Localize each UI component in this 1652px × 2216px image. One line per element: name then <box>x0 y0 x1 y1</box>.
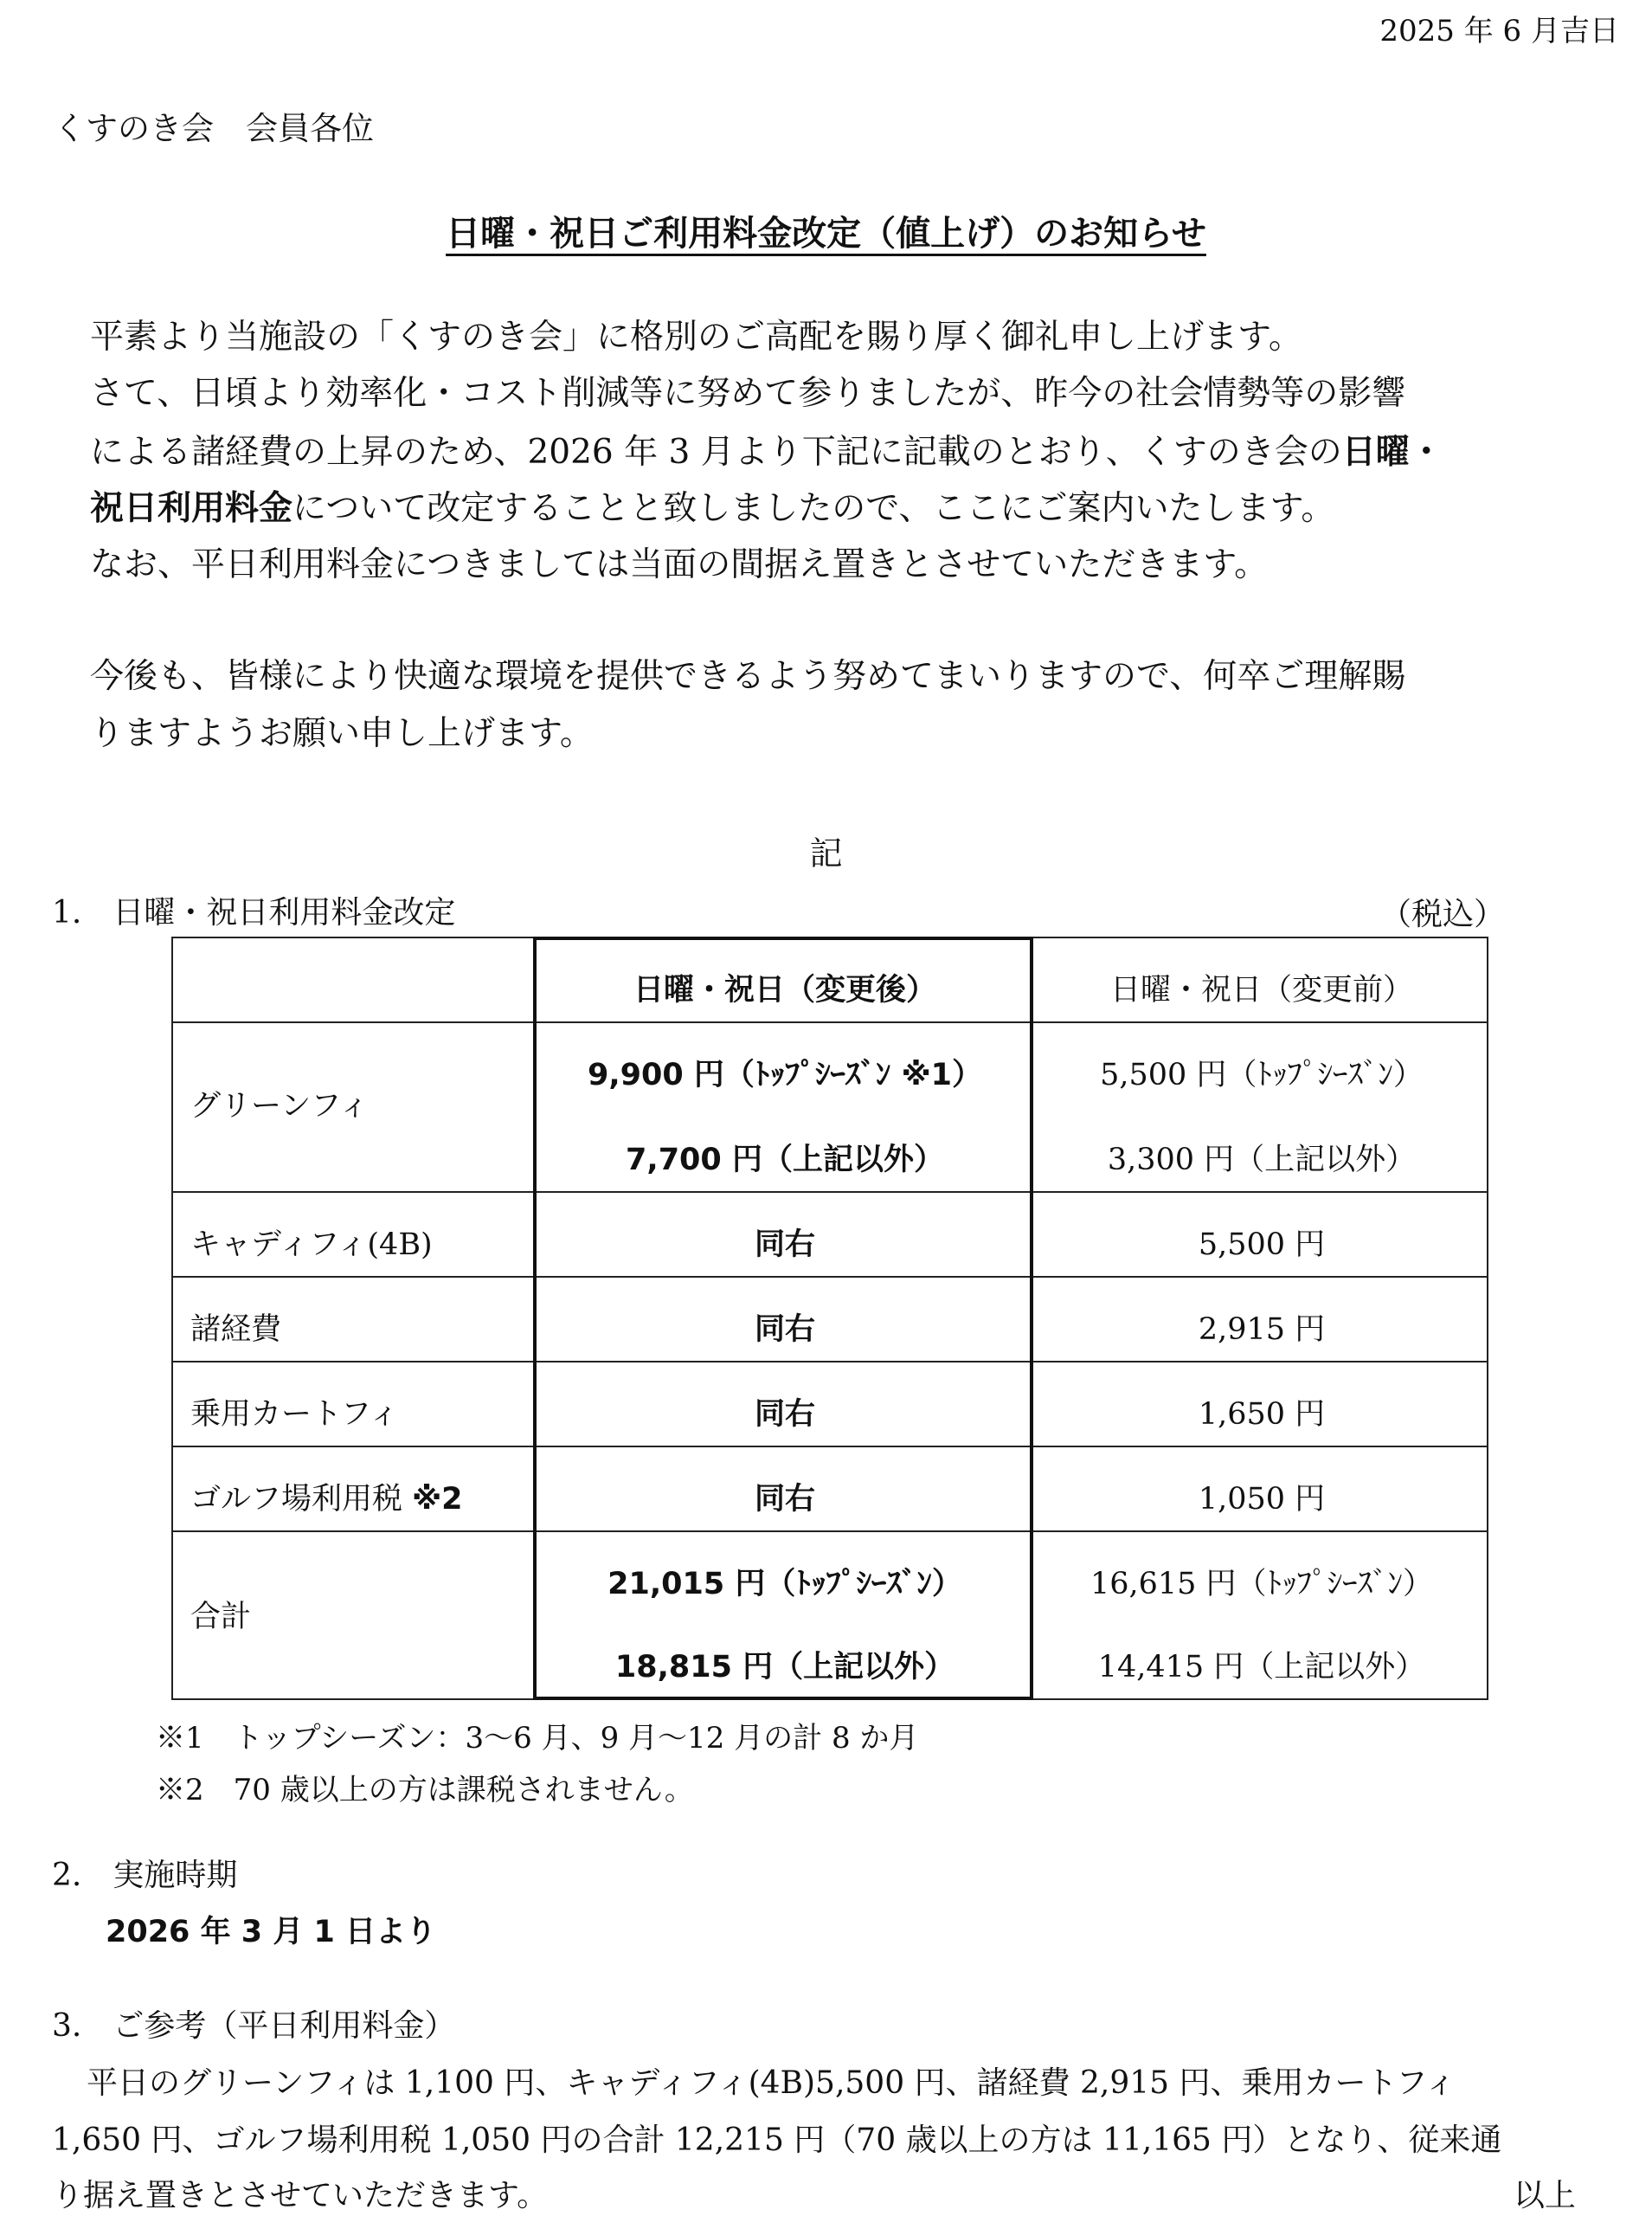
total-new-other: 18,815 円（上記以外） <box>614 1650 955 1685</box>
reference-line-1: 平日のグリーンフィは 1,100 円、キャディフィ(4B)5,500 円、諸経費 2,915 円、乗用カートフィ <box>87 2065 1456 2101</box>
row-label-cart-fee: 乗用カートフィ <box>190 1397 400 1432</box>
reference-line-2: 1,650 円、ゴルフ場利用税 1,050 円の合計 12,215 円（70 歳以上の方は 11,165 円）となり、従来通 <box>52 2123 1502 2158</box>
body-paragraph-4-line-1: 今後も、皆様により快適な環境を提供できるよう努めてまいりますので、何卒ご理解賜 <box>90 657 1406 696</box>
table-header-new: 日曜・祝日（変更後） <box>633 973 936 1008</box>
body-text: による諸経費の上昇のため、2026 年 3 月より下記に記載のとおり、くすのき会の <box>90 433 1342 472</box>
row-label-caddie-fee: キャディフィ(4B) <box>190 1227 433 1262</box>
table-header-old: 日曜・祝日（変更前） <box>1109 973 1413 1008</box>
row-label-total: 合計 <box>190 1600 252 1634</box>
document-title: 日曜・祝日ご利用料金改定（値上げ）のお知らせ <box>446 214 1206 254</box>
implementation-date: 2026 年 3 月 1 日より <box>106 1915 437 1949</box>
row-label-misc-expenses: 諸経費 <box>190 1312 282 1347</box>
total-new-top-season: 21,015 円（ﾄｯﾌﾟｼｰｽﾞﾝ） <box>607 1567 962 1601</box>
misc-expenses-old: 2,915 円 <box>1198 1312 1326 1347</box>
body-paragraph-2-line-3 <box>90 481 1334 530</box>
section-1-heading: 1. 日曜・祝日利用料金改定 <box>52 895 456 931</box>
tax-note: （税込） <box>1379 897 1505 932</box>
footnote-1: ※1 トップシーズン：3～6 月、9 月～12 月の計 8 か月 <box>156 1721 919 1755</box>
reference-line-3: り据え置きとさせていただきます。 <box>52 2178 549 2213</box>
body-paragraph-2-line-2 <box>90 425 1443 473</box>
document-date: 2025 年 6 月吉日 <box>1379 14 1619 48</box>
golf-tax-note-mark: ※2 <box>412 1482 463 1517</box>
fee-table <box>171 937 1488 1700</box>
total-old-other: 14,415 円（上記以外） <box>1097 1650 1426 1685</box>
green-fee-new-other: 7,700 円（上記以外） <box>626 1143 944 1177</box>
golf-tax-old: 1,050 円 <box>1198 1482 1326 1517</box>
row-label-golf-tax <box>190 1482 463 1517</box>
cart-fee-new: 同右 <box>754 1397 815 1432</box>
green-fee-old-other: 3,300 円（上記以外） <box>1107 1143 1417 1177</box>
row-label-green-fee: グリーンフィ <box>190 1089 370 1124</box>
footnote-2: ※2 70 歳以上の方は課税されません。 <box>156 1773 694 1807</box>
section-2-heading: 2. 実施時期 <box>52 1858 238 1893</box>
green-fee-old-top-season: 5,500 円（ﾄｯﾌﾟｼｰｽﾞﾝ） <box>1100 1058 1424 1092</box>
body-bold-text: 祝日利用料金 <box>90 489 293 528</box>
recipient-line: くすのき会 会員各位 <box>54 110 374 147</box>
body-paragraph-3: なお、平日利用料金につきましては当面の間据え置きとさせていただきます。 <box>90 545 1269 584</box>
misc-expenses-new: 同右 <box>754 1312 815 1347</box>
ki-heading: 記 <box>809 834 843 873</box>
section-3-heading: 3. ご参考（平日利用料金） <box>52 2008 456 2044</box>
green-fee-new-top-season: 9,900 円（ﾄｯﾌﾟｼｰｽﾞﾝ ※1） <box>588 1058 982 1092</box>
body-bold-text: 日曜・ <box>1341 433 1443 472</box>
closing-text: 以上 <box>1513 2178 1576 2213</box>
caddie-fee-new: 同右 <box>754 1227 815 1262</box>
body-paragraph-4-line-2: りますようお願い申し上げます。 <box>90 714 594 753</box>
body-text: について改定することと致しましたので、ここにご案内いたします。 <box>292 489 1335 528</box>
cart-fee-old: 1,650 円 <box>1198 1397 1326 1432</box>
total-old-top-season: 16,615 円（ﾄｯﾌﾟｼｰｽﾞﾝ） <box>1090 1567 1434 1601</box>
golf-tax-label-text: ゴルフ場利用税 <box>190 1482 403 1517</box>
caddie-fee-old: 5,500 円 <box>1198 1227 1326 1262</box>
body-paragraph-1: 平素より当施設の「くすのき会」に格別のご高配を賜り厚く御礼申し上げます。 <box>90 318 1302 357</box>
body-paragraph-2-line-1: さて、日頃より効率化・コスト削減等に努めて参りましたが、昨今の社会情勢等の影響 <box>90 374 1406 413</box>
golf-tax-new: 同右 <box>754 1482 815 1517</box>
